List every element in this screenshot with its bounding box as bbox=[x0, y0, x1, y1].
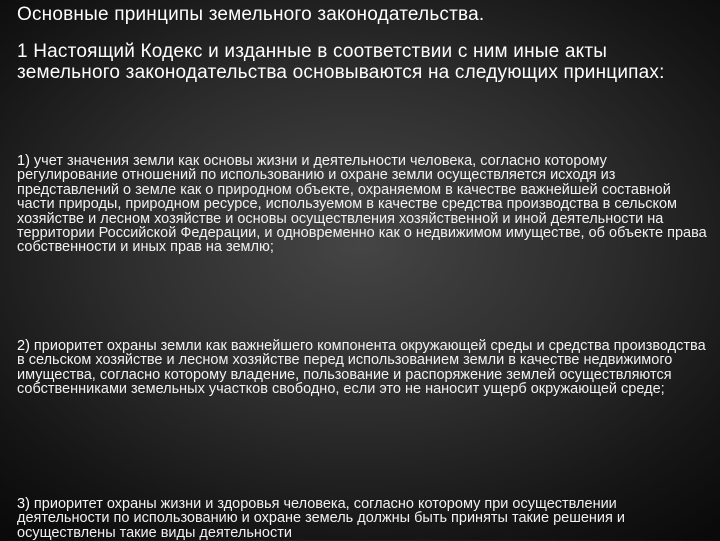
principle-number-3: 3) bbox=[17, 496, 30, 512]
principle-item-1 bbox=[17, 154, 707, 255]
principle-number-1: 1) bbox=[17, 153, 30, 169]
principle-text-2: приоритет охраны земли как важнейшего компонента окружающей среды и средства производства в сельском хозяйстве и лесном хозяйстве перед использованием земли в качестве недвижимого имущества, согласно которому владение, пользование и распоряжение землей осуществляются собственниками земельных участков свободно, если это не наносит ущерб окружающей среде; bbox=[17, 338, 706, 398]
slide-intro: 1 Настоящий Кодекс и изданные в соответствии с ним иные акты земельного законодательства основываются на следующих принципах: bbox=[17, 41, 665, 83]
principle-item-2 bbox=[17, 339, 707, 397]
principle-text-3: приоритет охраны жизни и здоровья человека, согласно которому при осуществлении деятельности по использованию и охране земель должны быть приняты такие решения и осуществлены такие виды деятельности bbox=[17, 496, 626, 541]
principle-number-2: 2) bbox=[17, 338, 30, 354]
slide-title: Основные принципы земельного законодательства. bbox=[17, 4, 485, 25]
principle-text-1: учет значения земли как основы жизни и деятельности человека, согласно которому регулирование отношений по использованию и охране земли осуществляется исходя из представлений о земле как о природном объекте, охраняемом в качестве важнейшей составной части природы, природном ресурсе, используемом в качестве средства производства в сельском хозяйстве и лесном хозяйстве и основы осуществления хозяйственной и иной деятельности на территории Российской Федерации, и одновременно как о недвижимом имуществе, об объекте права собственности и иных прав на землю; bbox=[17, 153, 707, 256]
principle-item-3 bbox=[17, 497, 707, 540]
